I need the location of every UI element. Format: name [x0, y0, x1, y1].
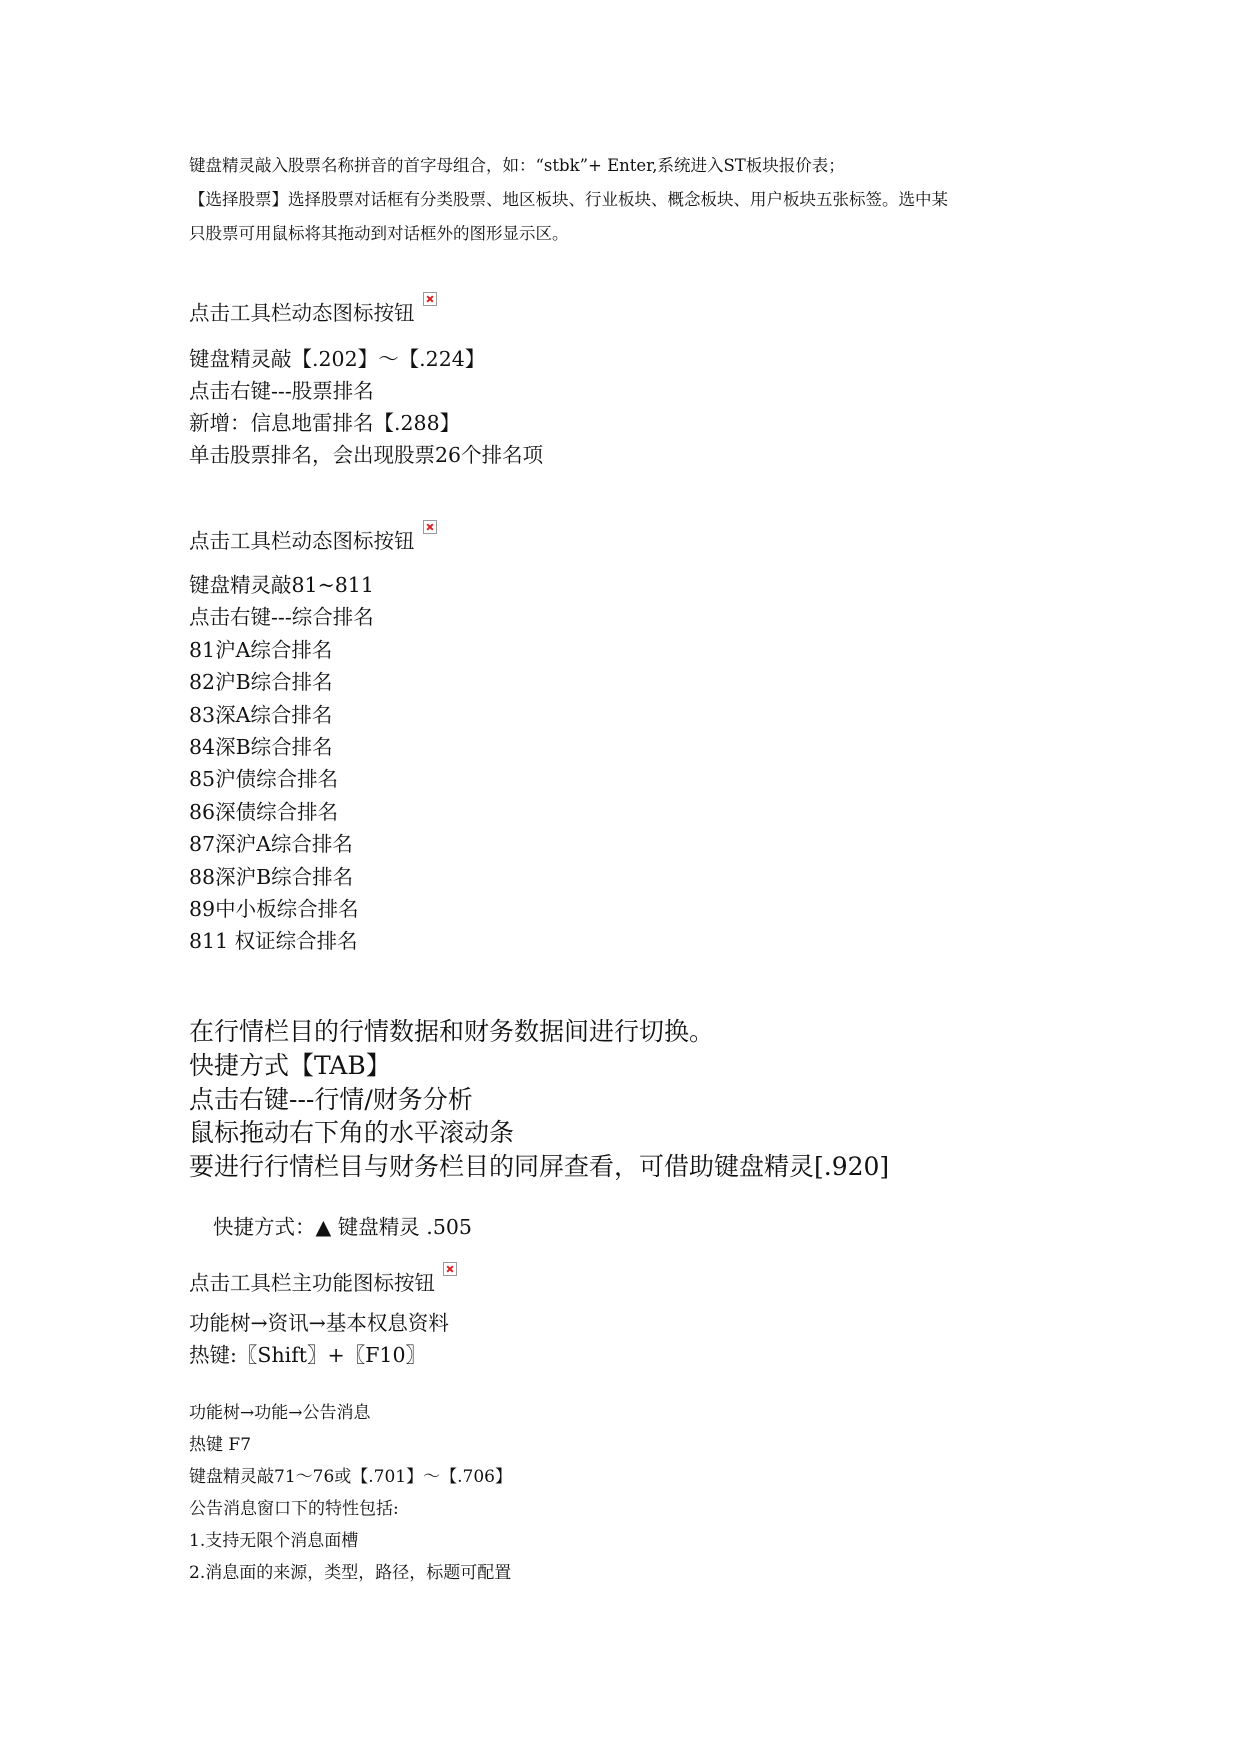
text-line: 单击股票排名，会出现股票26个排名项	[189, 443, 544, 467]
list-item: 89中小板综合排名	[189, 897, 359, 921]
list-item: 85沪债综合排名	[189, 767, 339, 791]
list-item: 82沪B综合排名	[189, 670, 333, 694]
section-title	[189, 524, 437, 554]
text-line: 在行情栏目的行情数据和财务数据间进行切换。	[189, 1017, 715, 1046]
text-line: 键盘精灵敲81~811	[189, 573, 374, 597]
section-title-text: 点击工具栏动态图标按钮	[189, 529, 415, 553]
text-line: 功能树→资讯→基本权息资料	[189, 1311, 449, 1335]
text-line: 只股票可用鼠标将其拖动到对话框外的图形显示区。	[189, 224, 569, 243]
list-item: 2.消息面的来源，类型，路径，标题可配置	[189, 1563, 512, 1583]
section-title	[189, 296, 437, 326]
text-line: 键盘精灵敲【.202】～【.224】	[189, 347, 486, 371]
text-line: 【选择股票】选择股票对话框有分类股票、地区板块、行业板块、概念板块、用户板块五张标签。选中某	[189, 190, 948, 209]
list-item: 81沪A综合排名	[189, 638, 333, 662]
list-item: 83深A综合排名	[189, 703, 333, 727]
text-line: 新增：信息地雷排名【.288】	[189, 411, 461, 435]
list-item: 811 权证综合排名	[189, 929, 358, 953]
text-line: 点击右键---股票排名	[189, 379, 374, 403]
broken-image-icon	[423, 520, 437, 534]
broken-image-icon	[443, 1262, 457, 1276]
text-line: 键盘精灵敲71～76或【.701】～【.706】	[189, 1467, 512, 1487]
list-item: 87深沪A综合排名	[189, 832, 353, 856]
text-line: 要进行行情栏目与财务栏目的同屏查看，可借助键盘精灵[.920]	[189, 1152, 890, 1181]
text-line: 点击右键---综合排名	[189, 605, 374, 629]
text-line: 鼠标拖动右下角的水平滚动条	[189, 1118, 515, 1147]
text-line: 功能树→功能→公告消息	[189, 1403, 371, 1423]
section-title	[189, 1266, 457, 1296]
list-item: 88深沪B综合排名	[189, 865, 354, 889]
shortcut-line: 快捷方式：▲ 键盘精灵 .505	[213, 1215, 472, 1239]
text-line: 快捷方式【TAB】	[189, 1051, 391, 1080]
text-line: 公告消息窗口下的特性包括:	[189, 1499, 399, 1519]
broken-image-icon	[423, 292, 437, 306]
section-title-text: 点击工具栏动态图标按钮	[189, 301, 415, 325]
text-line: 键盘精灵敲入股票名称拼音的首字母组合，如：“stbk”+ Enter,系统进入ST板块报价表；	[189, 156, 845, 175]
list-item: 1.支持无限个消息面槽	[189, 1531, 359, 1551]
list-item: 84深B综合排名	[189, 735, 333, 759]
section-title-text: 点击工具栏主功能图标按钮	[189, 1271, 435, 1295]
list-item: 86深债综合排名	[189, 800, 339, 824]
text-line: 热键:〖Shift〗+〖F10〗	[189, 1343, 427, 1367]
text-line: 点击右键---行情/财务分析	[189, 1085, 473, 1114]
text-line: 热键 F7	[189, 1435, 252, 1455]
